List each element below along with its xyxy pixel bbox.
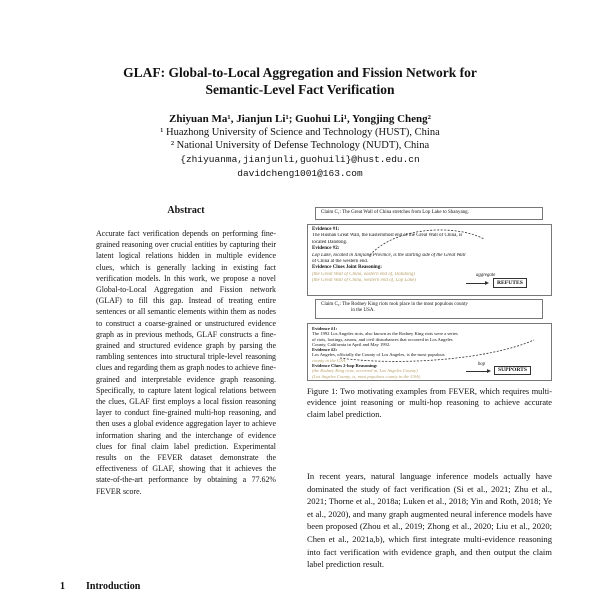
intro-paragraph: In recent years, natural language inference models actually have dominated the study of fact verification (Si et al., 2021; Zhu et al., 2021; Thorne et al., 2018a; Luken et al., 2018; Yin and Roth, 2018; Ye et al., 2020), and many graph augmented neural inference models have been proposed (Zhou et al., 2019; Zhong et al., 2020; Liu et al., 2020; Chen et al., 2021a,b), which first integrate multi-evidence reasoning into fact verification with evidence graph, and then output the claim label prediction result.	[307, 471, 552, 570]
paper-title	[0, 64, 600, 98]
aggregate-arrow	[466, 283, 486, 284]
aggregate-label: aggregate	[476, 273, 496, 278]
claim-2-box	[315, 299, 543, 319]
evidence-2-line-1: Los Angeles, officially the County of Los Angeles, is the most populous	[312, 352, 445, 358]
evidence-2-line-2: county in the USA.	[312, 357, 347, 363]
abstract-text: Accurate fact verification depends on performing fine-grained reasoning over crucial entities by capturing their latent logical relations hidden in multiple evidence clues, which is generally lacking in existing fact verification models. In this work, we propose a novel Global-to-Local Aggregation and Fission network (GLAF) to fill this gap. Instead of treating entire sentences or all semantic elements within them as nodes to construct a coarse-grained or unstructured evidence graph as in previous methods, GLAF constructs a fine-grained and structured evidence graph by parsing the rambling sentences into structural triple-level reasoning clues and regarding them as graph nodes to achieve fine-grained and interpretable evidence graph reasoning. Specifically, to capture latent logical relations between the clues, GLAF first employs a local fission reasoning layer to conduct fine-grained multi-hop reasoning, and then uses a global evidence aggregation layer to achieve information sharing and the interchange of evidence clues for final claim label prediction. Experimental results on the FEVER dataset demonstrate the effectiveness of GLAF, showing that it achieves the state-of-the-art performance by obtaining a 77.62% FEVER score.	[96, 229, 276, 496]
evidence-1-line-3: County, California in April and May 1992.	[312, 341, 391, 347]
evidence-1-line-2: of riots, lootings, arsons, and civil disturbances that occurred in Los Angeles	[312, 336, 453, 342]
evidence-1-title: Evidence #1:	[312, 326, 338, 331]
author-list: Zhiyuan Ma¹, Jianjun Li¹; Guohui Li¹, Yongjing Cheng²	[169, 113, 431, 125]
reasoning-clue-2: (the Great Wall of China, western end of, Lop Lake)	[312, 278, 416, 284]
evidence-2-title: Evidence #2:	[312, 246, 340, 252]
section-title: Introduction	[86, 581, 141, 592]
dashed-link-curve	[368, 229, 488, 259]
evidence-box-2	[307, 323, 552, 381]
evidence-box-1	[307, 224, 552, 296]
author-emails: {zhiyuanma,jianjunli,guohuili}@hust.edu.cn	[180, 154, 420, 165]
evidence-2-title: Evidence #2:	[312, 347, 338, 353]
hop-reasoning-title: Evidence Clues 2-hop Reasoning:	[312, 363, 378, 369]
title-line-2: Semantic-Level Fact Verification	[205, 82, 395, 97]
claim-2-line-1: Claim C₂: The Rodney King riots took place in the most populous county	[321, 302, 468, 307]
supports-badge: SUPPORTS	[494, 366, 531, 375]
affiliation-2: ² National University of Defense Technology (NUDT), China	[170, 140, 430, 151]
evidence-1-line-1: The 1992 Los Angeles riots, also known as the Rodney King riots were a series	[312, 331, 458, 337]
abstract-heading: Abstract	[167, 205, 205, 216]
evidence-1-line-1: The Hushan Great Wall, the Easternmost end of the Great Wall of China, is	[312, 233, 463, 239]
affiliation-1: ¹ Huazhong University of Science and Technology (HUST), China	[160, 127, 440, 138]
hop-arrow	[466, 371, 488, 372]
joint-reasoning-title: Evidence Clues Joint Reasoning:	[312, 265, 382, 271]
claim-2-line-2: in the USA.	[351, 308, 375, 314]
hop-label: hop	[478, 362, 486, 367]
section-number: 1	[60, 581, 65, 592]
section-heading-introduction	[60, 581, 140, 592]
figure-1-caption: Figure 1: Two motivating examples from FEVER, which requires multi-evidence joint reasoning or multi-hop reasoning to achieve accurate claim label prediction.	[307, 387, 552, 419]
claim-1-box	[315, 207, 543, 220]
evidence-1-line-2: located Dandong.	[312, 239, 348, 245]
hop-clue-1: (the Rodney King riots, occurred in, Los Angeles County)	[312, 368, 418, 374]
refutes-badge: REFUTES	[493, 278, 527, 288]
dashed-link-curve-2	[338, 336, 538, 362]
evidence-2-line-1: Lop Lake, located in Xinjiang Province, is the starting side of the Great Wall	[312, 252, 466, 258]
hop-clue-2: (Los Angeles County, is, most populous county in the USA)	[312, 373, 421, 379]
figure-1	[307, 207, 552, 379]
claim-1-text: Claim C₁: The Great Wall of China stretches from Lop Lake to Shanyang.	[321, 210, 469, 215]
title-line-1: GLAF: Global-to-Local Aggregation and Fission Network for	[123, 65, 477, 80]
evidence-1-title: Evidence #1:	[312, 227, 340, 232]
author-email-2: davidcheng1001@163.com	[237, 168, 363, 179]
reasoning-clue-1: (the Great Wall of China, eastern end of, Dandong)	[312, 271, 415, 277]
evidence-2-line-2: of China at the western end.	[312, 259, 369, 265]
